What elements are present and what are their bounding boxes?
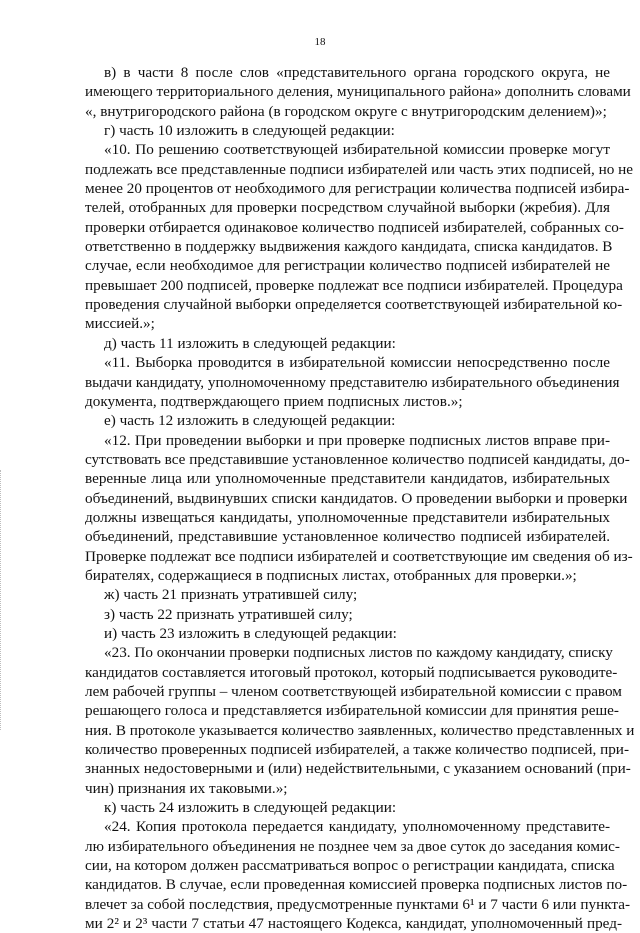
text-line: знанных недостоверными и (или) недействительными, с указанием оснований (при- [85,760,631,778]
text-line: «12. При проведении выборки и при проверке подписных листов вправе при- [104,431,610,449]
text-line: «, внутригородского района (в городском округе с внутригородским делением)»; [85,102,607,120]
text-line: сутствовать все представившие установленное количество подписей кандидаты, до- [85,450,630,468]
text-line: «11. Выборка проводится в избирательной комиссии непосредственно после [104,354,610,372]
text-line: г) часть 10 изложить в следующей редакции: [104,122,395,140]
text-line: влечет за собой последствия, предусмотренные пунктами 6¹ и 7 части 6 или пункта- [85,895,631,913]
text-line: Проверке подлежат все подписи избирателей и соответствующие им сведения об из- [85,547,633,565]
text-line: з) часть 22 признать утратившей силу; [104,605,353,623]
page-number: 18 [314,36,326,48]
text-line: миссией.»; [85,315,155,333]
text-line: лю избирательного объединения не позднее чем за двое суток до заседания комис- [85,837,620,855]
text-line: е) часть 12 изложить в следующей редакции: [104,412,396,430]
text-line: лем рабочей группы – членом соответствующей избирательной комиссии с правом [85,683,622,700]
text-line: бирателях, содержащиеся в подписных листах, отобранных для проверки.»; [85,566,577,584]
text-line: подлежать все представленные подписи избирателей или часть этих подписей, но не [85,160,633,178]
text-line: случае, если необходимое для регистрации количество подписей избирателей не [85,257,610,275]
text-line: чин) признания их таковыми.»; [85,779,288,797]
text-line: в) в части 8 после слов «представительного органа городского округа, не [104,64,610,81]
text-line: менее 20 процентов от необходимого для регистрации количества подписей избира- [85,180,630,198]
text-line: д) часть 11 изложить в следующей редакции: [104,334,396,352]
text-line: кандидатов. В случае, если проведенная комиссией проверка подписных листов по- [85,876,628,894]
text-line: выдачи кандидату, уполномоченному представителю избирательного объединения [85,373,620,391]
text-line: ответственно в поддержку выдвижения каждого кандидата, списка кандидатов. В [85,238,613,256]
text-line: веренные лица или уполномоченные представители кандидатов, избирательных [85,470,610,488]
text-line: ми 2² и 2³ части 7 статьи 47 настоящего Кодекса, кандидат, уполномоченный пред- [85,915,622,933]
text-line: проверки отбирается одинаковое количество подписей избирателей, собранных со- [85,218,624,236]
document-body [0,63,640,933]
text-line: сии, на котором должен рассматриваться вопрос о регистрации кандидата, списка [85,857,615,875]
text-line: телей, отобранных для проверки посредством случайной выборки (жребия). Для [85,199,610,217]
text-line: проведения случайной выборки определяется соответствующей избирательной ко- [85,296,623,314]
text-line: количество проверенных подписей избирателей, а также количество подписей, при- [85,741,629,759]
text-line: к) часть 24 изложить в следующей редакции: [104,799,397,817]
scan-edge-marks [0,470,5,730]
text-line: «24. Копия протокола передается кандидату, уполномоченному представите- [104,818,610,836]
text-line: решающего голоса и представляется избирательной комиссии для принятия реше- [85,702,619,720]
text-line: должны извещаться кандидаты, уполномоченные представители избирательных [85,508,610,526]
text-line: документа, подтверждающего прием подписных листов.»; [85,392,463,410]
text-line: объединений, выдвинувших списки кандидатов. О проведении выборки и проверки [85,489,628,507]
text-line: и) часть 23 изложить в следующей редакции: [104,624,397,642]
text-line: «10. По решению соответствующей избирательной комиссии проверке могут [104,141,610,159]
text-line: ния. В протоколе указывается количество заявленных, количество представленных и [85,721,635,739]
text-line: ж) часть 21 признать утратившей силу; [104,586,358,604]
text-line: превышает 200 подписей, проверке подлежат все подписи избирателей. Процедура [85,276,623,294]
text-line: имеющего территориального деления, муниципального района» дополнить словами [85,83,631,101]
text-line: кандидатов составляется итоговый протокол, который подписывается руководите- [85,663,618,681]
text-line: «23. По окончании проверки подписных листов по каждому кандидату, списку [104,644,613,662]
text-line: объединений, представившие установленное количество подписей избирателей. [85,528,610,546]
